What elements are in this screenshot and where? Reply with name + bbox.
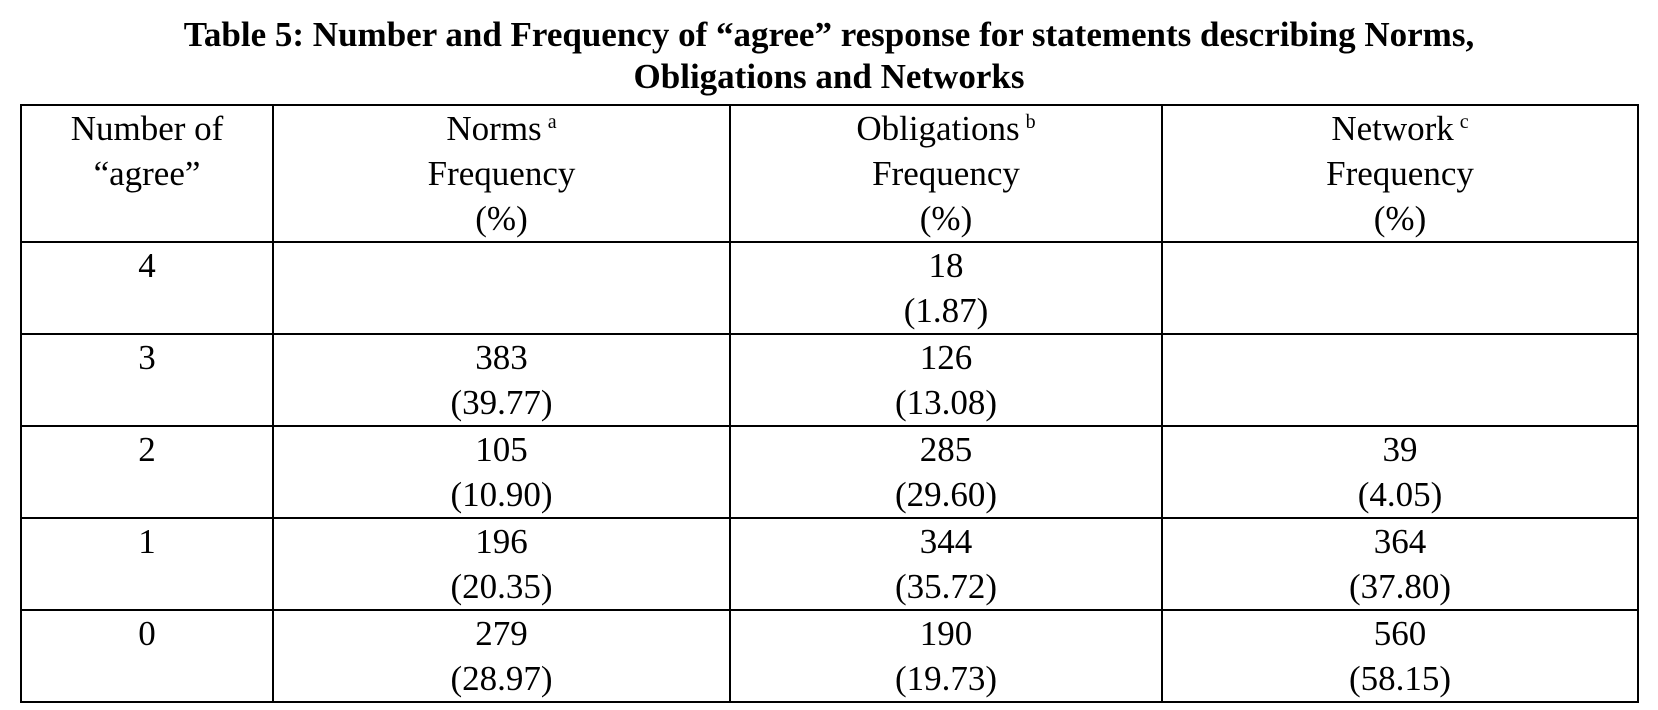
header-obligations-footnote: b — [1025, 111, 1036, 133]
network-cell — [1162, 426, 1638, 518]
norms-count: 383 — [475, 338, 528, 377]
obligations-count: 18 — [928, 246, 964, 285]
table-body — [21, 242, 1638, 702]
obligations-cell — [730, 334, 1162, 426]
network-count: 39 — [1382, 430, 1418, 469]
table-row — [21, 518, 1638, 610]
obligations-cell — [730, 610, 1162, 702]
header-network-frequency: Frequency — [1326, 154, 1474, 193]
norms-cell — [273, 426, 730, 518]
table-title-line-1: Table 5: Number and Frequency of “agree” response for statements describing Norms, — [183, 15, 1475, 54]
table-row — [21, 426, 1638, 518]
agree-count-cell: 1 — [21, 518, 273, 610]
table-row — [21, 334, 1638, 426]
network-count: 560 — [1373, 614, 1427, 653]
network-percent: (58.15) — [1348, 659, 1452, 698]
obligations-count: 344 — [919, 522, 973, 561]
table-title — [0, 14, 1658, 98]
network-percent: (37.80) — [1348, 567, 1452, 606]
norms-cell — [273, 518, 730, 610]
agree-count-cell: 4 — [21, 242, 273, 334]
table-row — [21, 610, 1638, 702]
obligations-count: 190 — [919, 614, 973, 653]
frequency-table — [20, 104, 1639, 703]
obligations-count: 285 — [919, 430, 973, 469]
norms-cell — [273, 334, 730, 426]
header-obligations — [730, 105, 1162, 242]
obligations-percent: (1.87) — [903, 291, 989, 330]
agree-count-cell: 2 — [21, 426, 273, 518]
obligations-percent: (29.60) — [894, 475, 998, 514]
header-row — [21, 105, 1638, 242]
header-number-line-2: “agree” — [93, 154, 201, 193]
header-norms-percent: (%) — [475, 199, 528, 238]
obligations-count: 126 — [919, 338, 973, 377]
header-number-of-agree — [21, 105, 273, 242]
table-title-line-2: Obligations and Networks — [633, 57, 1025, 96]
header-norms-name: Norms — [446, 109, 542, 148]
agree-count-cell: 3 — [21, 334, 273, 426]
norms-percent: (20.35) — [450, 567, 553, 606]
norms-count: 105 — [475, 430, 528, 469]
obligations-cell — [730, 426, 1162, 518]
network-cell — [1162, 242, 1638, 334]
norms-cell — [273, 610, 730, 702]
norms-cell — [273, 242, 730, 334]
obligations-cell — [730, 242, 1162, 334]
network-percent: (4.05) — [1357, 475, 1443, 514]
header-number-line-1: Number of — [70, 109, 224, 148]
header-norms-frequency: Frequency — [427, 154, 576, 193]
header-network — [1162, 105, 1638, 242]
header-obligations-percent: (%) — [919, 199, 973, 238]
header-network-percent: (%) — [1373, 199, 1427, 238]
table-header — [21, 105, 1638, 242]
network-count: 364 — [1373, 522, 1427, 561]
obligations-percent: (13.08) — [894, 383, 998, 422]
norms-count: 279 — [475, 614, 528, 653]
network-cell — [1162, 610, 1638, 702]
norms-percent: (28.97) — [450, 659, 553, 698]
agree-count-cell: 0 — [21, 610, 273, 702]
norms-percent: (10.90) — [450, 475, 553, 514]
obligations-percent: (35.72) — [894, 567, 998, 606]
obligations-percent: (19.73) — [894, 659, 998, 698]
header-obligations-name: Obligations — [856, 109, 1020, 148]
header-network-footnote: c — [1459, 111, 1469, 133]
header-norms-footnote: a — [547, 111, 557, 133]
network-cell — [1162, 518, 1638, 610]
network-cell — [1162, 334, 1638, 426]
header-norms — [273, 105, 730, 242]
norms-percent: (39.77) — [450, 383, 553, 422]
obligations-cell — [730, 518, 1162, 610]
table-row — [21, 242, 1638, 334]
norms-count: 196 — [475, 522, 528, 561]
header-obligations-frequency: Frequency — [872, 154, 1020, 193]
header-network-name: Network — [1331, 109, 1454, 148]
